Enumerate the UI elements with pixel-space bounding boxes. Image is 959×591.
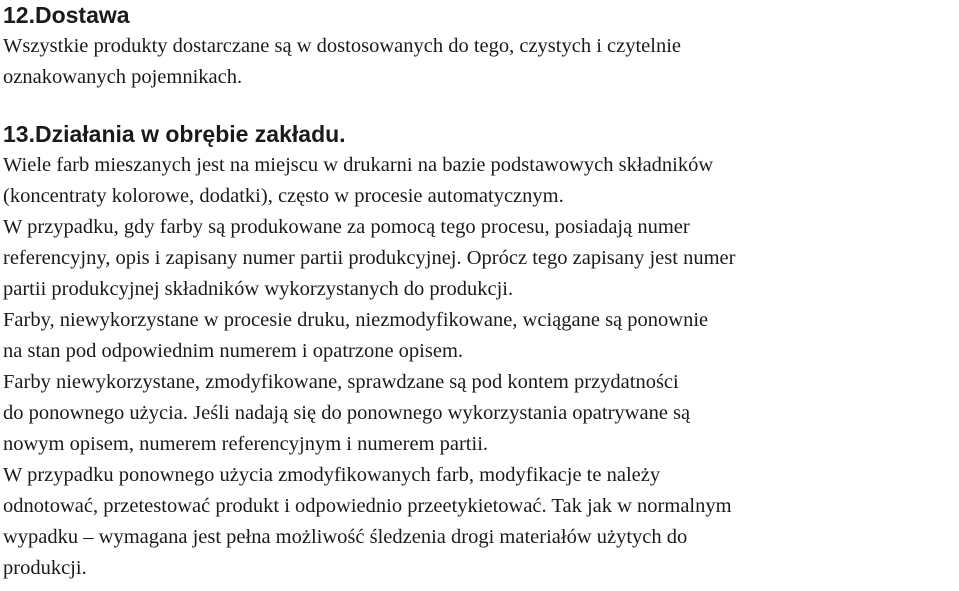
text-line: produkcji.: [3, 557, 87, 579]
text-line: Farby, niewykorzystane w procesie druku, niezmodyfikowane, wciągane są ponownie: [3, 309, 709, 331]
section-12-heading: 12.Dostawa: [3, 2, 130, 28]
text-line: nowym opisem, numerem referencyjnym i numerem partii.: [3, 433, 489, 455]
text-line: (koncentraty kolorowe, dodatki), często w procesie automatycznym.: [3, 185, 564, 207]
text-line: referencyjny, opis i zapisany numer partii produkcyjnej. Oprócz tego zapisany jest numer: [3, 247, 736, 269]
text-line: wypadku – wymagana jest pełna możliwość śledzenia drogi materiałów użytych do: [3, 526, 688, 548]
text-line: partii produkcyjnej składników wykorzystanych do produkcji.: [3, 278, 514, 300]
document-page: [3, 0, 955, 584]
text-line: do ponownego użycia. Jeśli nadają się do ponownego wykorzystania opatrywane są: [3, 402, 691, 424]
section-spacer: [3, 93, 955, 119]
section-12-paragraph: [3, 31, 955, 93]
section-13-paragraph: [3, 150, 955, 584]
text-line: Wiele farb mieszanych jest na miejscu w drukarni na bazie podstawowych składników: [3, 154, 714, 176]
text-line: Wszystkie produkty dostarczane są w dostosowanych do tego, czystych i czytelnie: [3, 35, 682, 57]
text-line: na stan pod odpowiednim numerem i opatrzone opisem.: [3, 340, 464, 362]
text-line: oznakowanych pojemnikach.: [3, 66, 243, 88]
text-line: odnotować, przetestować produkt i odpowiednio przeetykietować. Tak jak w normalnym: [3, 495, 732, 517]
text-line: W przypadku ponownego użycia zmodyfikowanych farb, modyfikacje te należy: [3, 464, 661, 486]
text-line: W przypadku, gdy farby są produkowane za pomocą tego procesu, posiadają numer: [3, 216, 690, 238]
section-13-heading: 13.Działania w obrębie zakładu.: [3, 121, 346, 147]
text-line: Farby niewykorzystane, zmodyfikowane, sprawdzane są pod kontem przydatności: [3, 371, 679, 393]
